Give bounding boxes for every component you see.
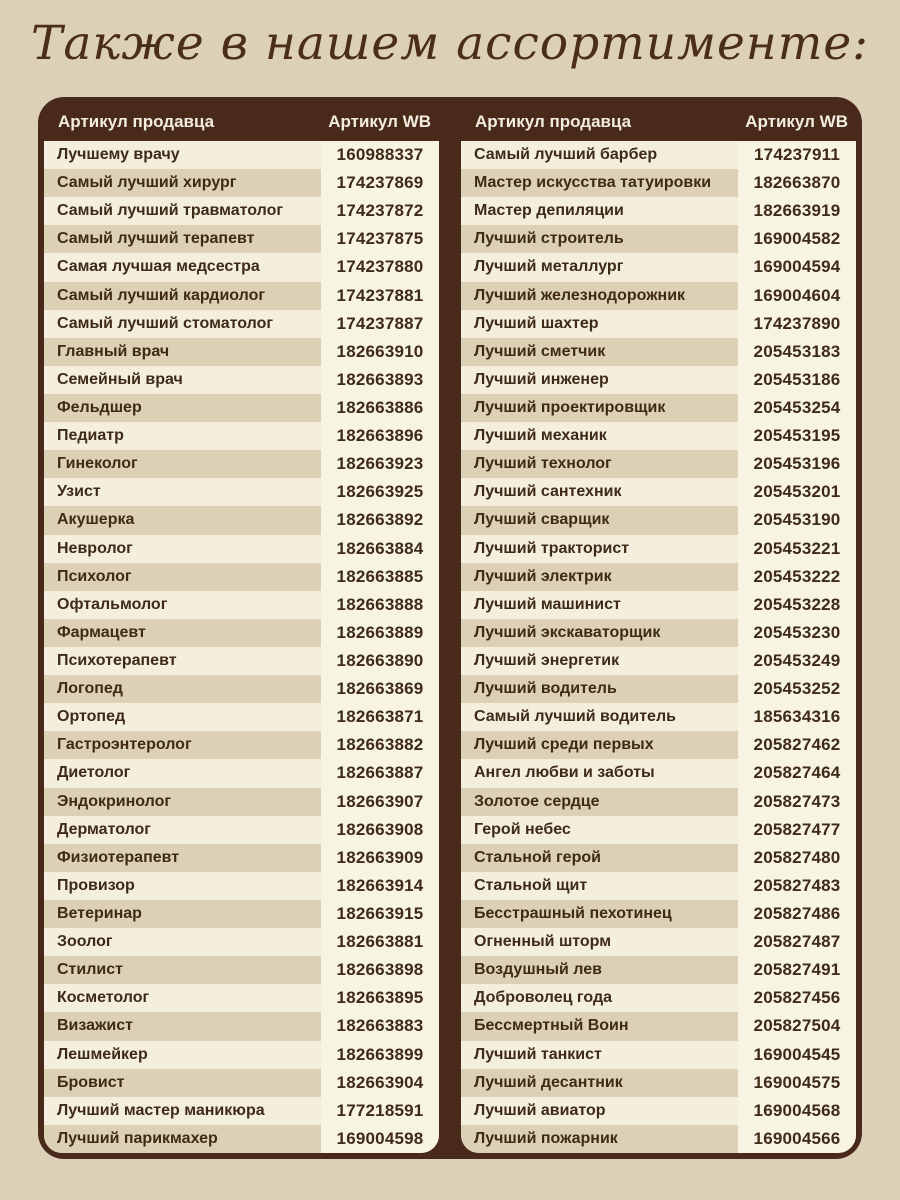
wb-article-cell: 205827486 xyxy=(738,900,856,928)
wb-article-cell: 205827491 xyxy=(738,956,856,984)
table-row xyxy=(461,900,856,928)
seller-article-cell: Лучший тракторист xyxy=(461,535,738,563)
seller-article-cell: Фельдшер xyxy=(44,394,321,422)
table-row xyxy=(461,535,856,563)
wb-article-cell: 174237872 xyxy=(321,197,439,225)
seller-article-cell: Лучший машинист xyxy=(461,591,738,619)
table-row xyxy=(44,844,439,872)
seller-article-cell: Лучший пожарник xyxy=(461,1125,738,1153)
wb-article-cell: 174237869 xyxy=(321,169,439,197)
seller-article-cell: Лучший парикмахер xyxy=(44,1125,321,1153)
page-title: Также в нашем ассортименте: xyxy=(31,16,869,71)
table-row xyxy=(44,338,439,366)
table-row xyxy=(44,253,439,281)
wb-article-cell: 182663892 xyxy=(321,506,439,534)
wb-article-cell: 174237880 xyxy=(321,253,439,281)
seller-article-cell: Мастер искусства татуировки xyxy=(461,169,738,197)
seller-article-cell: Бесстрашный пехотинец xyxy=(461,900,738,928)
seller-article-cell: Гастроэнтеролог xyxy=(44,731,321,759)
wb-article-cell: 205453254 xyxy=(738,394,856,422)
table-row xyxy=(461,1041,856,1069)
table-row xyxy=(44,141,439,169)
wb-article-cell: 182663888 xyxy=(321,591,439,619)
seller-article-cell: Лучший шахтер xyxy=(461,310,738,338)
seller-article-cell: Самый лучший терапевт xyxy=(44,225,321,253)
table-row xyxy=(44,506,439,534)
seller-article-cell: Стальной герой xyxy=(461,844,738,872)
wb-article-cell: 205453186 xyxy=(738,366,856,394)
table-row xyxy=(44,956,439,984)
seller-article-cell: Бессмертный Воин xyxy=(461,1012,738,1040)
wb-article-cell: 205453196 xyxy=(738,450,856,478)
seller-article-cell: Лучший сварщик xyxy=(461,506,738,534)
right-table-body xyxy=(461,141,856,1153)
table-row xyxy=(461,647,856,675)
wb-article-cell: 182663899 xyxy=(321,1041,439,1069)
wb-article-cell: 205453252 xyxy=(738,675,856,703)
wb-article-cell: 169004582 xyxy=(738,225,856,253)
table-row xyxy=(461,675,856,703)
wb-article-cell: 182663869 xyxy=(321,675,439,703)
table-row xyxy=(44,788,439,816)
seller-article-cell: Лучший среди первых xyxy=(461,731,738,759)
table-row xyxy=(461,422,856,450)
wb-article-cell: 205827487 xyxy=(738,928,856,956)
table-row xyxy=(461,844,856,872)
table-row xyxy=(44,928,439,956)
seller-article-cell: Огненный шторм xyxy=(461,928,738,956)
wb-article-cell: 205453249 xyxy=(738,647,856,675)
wb-article-cell: 182663893 xyxy=(321,366,439,394)
seller-article-cell: Ветеринар xyxy=(44,900,321,928)
seller-article-cell: Психолог xyxy=(44,563,321,591)
seller-article-cell: Провизор xyxy=(44,872,321,900)
wb-article-cell: 182663898 xyxy=(321,956,439,984)
wb-article-cell: 205453222 xyxy=(738,563,856,591)
seller-article-cell: Лучший механик xyxy=(461,422,738,450)
table-row xyxy=(461,816,856,844)
wb-article-cell: 182663890 xyxy=(321,647,439,675)
seller-article-cell: Самая лучшая медсестра xyxy=(44,253,321,281)
table-row xyxy=(461,731,856,759)
wb-article-cell: 205827462 xyxy=(738,731,856,759)
seller-article-cell: Семейный врач xyxy=(44,366,321,394)
table-row xyxy=(461,619,856,647)
table-row xyxy=(461,366,856,394)
table-row xyxy=(44,169,439,197)
wb-article-cell: 160988337 xyxy=(321,141,439,169)
wb-article-cell: 169004598 xyxy=(321,1125,439,1153)
table-row xyxy=(44,478,439,506)
wb-article-cell: 182663923 xyxy=(321,450,439,478)
seller-article-cell: Лучший десантник xyxy=(461,1069,738,1097)
table-row xyxy=(44,731,439,759)
wb-article-cell: 182663870 xyxy=(738,169,856,197)
seller-article-cell: Самый лучший водитель xyxy=(461,703,738,731)
seller-article-cell: Лучший мастер маникюра xyxy=(44,1097,321,1125)
seller-article-cell: Физиотерапевт xyxy=(44,844,321,872)
seller-article-cell: Эндокринолог xyxy=(44,788,321,816)
seller-article-cell: Стилист xyxy=(44,956,321,984)
table-row xyxy=(44,535,439,563)
wb-article-cell: 182663907 xyxy=(321,788,439,816)
seller-article-cell: Лучший проектировщик xyxy=(461,394,738,422)
left-table-header-row xyxy=(44,103,439,141)
table-row xyxy=(44,282,439,310)
seller-article-cell: Лучший танкист xyxy=(461,1041,738,1069)
table-row xyxy=(44,394,439,422)
table-row xyxy=(461,788,856,816)
table-row xyxy=(461,141,856,169)
table-row xyxy=(461,338,856,366)
seller-article-cell: Фармацевт xyxy=(44,619,321,647)
wb-article-cell: 174237911 xyxy=(738,141,856,169)
wb-article-cell: 182663883 xyxy=(321,1012,439,1040)
seller-article-cell: Лучший строитель xyxy=(461,225,738,253)
table-row xyxy=(461,1097,856,1125)
table-row xyxy=(461,478,856,506)
wb-article-cell: 174237887 xyxy=(321,310,439,338)
seller-article-cell: Узист xyxy=(44,478,321,506)
seller-article-cell: Лешмейкер xyxy=(44,1041,321,1069)
seller-article-cell: Самый лучший кардиолог xyxy=(44,282,321,310)
seller-article-cell: Главный врач xyxy=(44,338,321,366)
seller-article-cell: Невролог xyxy=(44,535,321,563)
wb-article-cell: 205453201 xyxy=(738,478,856,506)
seller-article-cell: Лучший электрик xyxy=(461,563,738,591)
wb-article-cell: 205827464 xyxy=(738,759,856,787)
table-row xyxy=(44,900,439,928)
wb-article-cell: 177218591 xyxy=(321,1097,439,1125)
table-row xyxy=(44,591,439,619)
table-row xyxy=(44,310,439,338)
seller-article-cell: Лучший авиатор xyxy=(461,1097,738,1125)
seller-article-cell: Ангел любви и заботы xyxy=(461,759,738,787)
table-row xyxy=(461,282,856,310)
column-header-wb-article: Артикул WB xyxy=(745,112,848,131)
wb-article-cell: 182663919 xyxy=(738,197,856,225)
wb-article-cell: 185634316 xyxy=(738,703,856,731)
wb-article-cell: 169004568 xyxy=(738,1097,856,1125)
seller-article-cell: Бровист xyxy=(44,1069,321,1097)
column-header-wb-article: Артикул WB xyxy=(328,112,431,131)
seller-article-cell: Лучший сметчик xyxy=(461,338,738,366)
seller-article-cell: Психотерапевт xyxy=(44,647,321,675)
seller-article-cell: Дерматолог xyxy=(44,816,321,844)
wb-article-cell: 182663886 xyxy=(321,394,439,422)
seller-article-cell: Герой небес xyxy=(461,816,738,844)
wb-article-cell: 182663885 xyxy=(321,563,439,591)
table-row xyxy=(44,675,439,703)
seller-article-cell: Лучший сантехник xyxy=(461,478,738,506)
column-header-seller-article: Артикул продавца xyxy=(475,112,632,131)
wb-article-cell: 182663925 xyxy=(321,478,439,506)
table-row xyxy=(44,225,439,253)
seller-article-cell: Визажист xyxy=(44,1012,321,1040)
seller-article-cell: Офтальмолог xyxy=(44,591,321,619)
wb-article-cell: 205827504 xyxy=(738,1012,856,1040)
wb-article-cell: 182663895 xyxy=(321,984,439,1012)
seller-article-cell: Воздушный лев xyxy=(461,956,738,984)
wb-article-cell: 182663909 xyxy=(321,844,439,872)
wb-article-cell: 169004575 xyxy=(738,1069,856,1097)
wb-article-cell: 182663889 xyxy=(321,619,439,647)
seller-article-cell: Ортопед xyxy=(44,703,321,731)
seller-article-cell: Лучший технолог xyxy=(461,450,738,478)
seller-article-cell: Лучший инженер xyxy=(461,366,738,394)
wb-article-cell: 205827477 xyxy=(738,816,856,844)
wb-article-cell: 174237875 xyxy=(321,225,439,253)
table-row xyxy=(461,169,856,197)
table-row xyxy=(461,225,856,253)
wb-article-cell: 182663887 xyxy=(321,759,439,787)
seller-article-cell: Лучший железнодорожник xyxy=(461,282,738,310)
table-row xyxy=(461,1125,856,1153)
seller-article-cell: Акушерка xyxy=(44,506,321,534)
table-row xyxy=(44,1012,439,1040)
wb-article-cell: 205827456 xyxy=(738,984,856,1012)
wb-article-cell: 182663904 xyxy=(321,1069,439,1097)
table-row xyxy=(44,647,439,675)
wb-article-cell: 169004594 xyxy=(738,253,856,281)
wb-article-cell: 169004566 xyxy=(738,1125,856,1153)
seller-article-cell: Лучший энергетик xyxy=(461,647,738,675)
wb-article-cell: 205453190 xyxy=(738,506,856,534)
wb-article-cell: 182663884 xyxy=(321,535,439,563)
wb-article-cell: 182663882 xyxy=(321,731,439,759)
table-row xyxy=(461,197,856,225)
table-row xyxy=(461,984,856,1012)
wb-article-cell: 205827480 xyxy=(738,844,856,872)
assortment-table-container xyxy=(38,97,862,1159)
table-row xyxy=(461,253,856,281)
table-row xyxy=(44,816,439,844)
table-row xyxy=(461,506,856,534)
wb-article-cell: 182663871 xyxy=(321,703,439,731)
seller-article-cell: Педиатр xyxy=(44,422,321,450)
table-row xyxy=(461,591,856,619)
seller-article-cell: Стальной щит xyxy=(461,872,738,900)
table-row xyxy=(44,1097,439,1125)
wb-article-cell: 205453183 xyxy=(738,338,856,366)
table-row xyxy=(461,872,856,900)
seller-article-cell: Логопед xyxy=(44,675,321,703)
wb-article-cell: 169004604 xyxy=(738,282,856,310)
wb-article-cell: 182663896 xyxy=(321,422,439,450)
seller-article-cell: Мастер депиляции xyxy=(461,197,738,225)
seller-article-cell: Лучшему врачу xyxy=(44,141,321,169)
table-row xyxy=(44,563,439,591)
table-row xyxy=(461,703,856,731)
table-row xyxy=(44,197,439,225)
table-row xyxy=(461,563,856,591)
table-row xyxy=(461,1069,856,1097)
seller-article-cell: Косметолог xyxy=(44,984,321,1012)
right-table xyxy=(461,103,856,1153)
column-header-seller-article: Артикул продавца xyxy=(58,112,215,131)
table-row xyxy=(461,1012,856,1040)
wb-article-cell: 205453221 xyxy=(738,535,856,563)
wb-article-cell: 205827473 xyxy=(738,788,856,816)
table-row xyxy=(44,450,439,478)
table-row xyxy=(44,872,439,900)
table-row xyxy=(461,956,856,984)
wb-article-cell: 205453228 xyxy=(738,591,856,619)
seller-article-cell: Лучший металлург xyxy=(461,253,738,281)
table-row xyxy=(44,984,439,1012)
table-row xyxy=(461,394,856,422)
wb-article-cell: 174237881 xyxy=(321,282,439,310)
wb-article-cell: 205453230 xyxy=(738,619,856,647)
table-row xyxy=(44,759,439,787)
seller-article-cell: Самый лучший травматолог xyxy=(44,197,321,225)
left-table xyxy=(44,103,439,1153)
table-row xyxy=(44,1125,439,1153)
table-row xyxy=(461,928,856,956)
seller-article-cell: Лучший водитель xyxy=(461,675,738,703)
table-row xyxy=(44,422,439,450)
wb-article-cell: 182663908 xyxy=(321,816,439,844)
table-row xyxy=(461,759,856,787)
table-row xyxy=(461,310,856,338)
seller-article-cell: Зоолог xyxy=(44,928,321,956)
table-row xyxy=(44,366,439,394)
table-row xyxy=(44,619,439,647)
wb-article-cell: 182663915 xyxy=(321,900,439,928)
seller-article-cell: Гинеколог xyxy=(44,450,321,478)
wb-article-cell: 182663910 xyxy=(321,338,439,366)
right-table-header-row xyxy=(461,103,856,141)
seller-article-cell: Золотое сердце xyxy=(461,788,738,816)
left-table-body xyxy=(44,141,439,1153)
wb-article-cell: 169004545 xyxy=(738,1041,856,1069)
wb-article-cell: 182663881 xyxy=(321,928,439,956)
wb-article-cell: 205453195 xyxy=(738,422,856,450)
table-row xyxy=(44,1069,439,1097)
wb-article-cell: 174237890 xyxy=(738,310,856,338)
table-row xyxy=(44,703,439,731)
seller-article-cell: Самый лучший стоматолог xyxy=(44,310,321,338)
seller-article-cell: Самый лучший хирург xyxy=(44,169,321,197)
table-row xyxy=(44,1041,439,1069)
seller-article-cell: Доброволец года xyxy=(461,984,738,1012)
table-row xyxy=(461,450,856,478)
seller-article-cell: Лучший экскаваторщик xyxy=(461,619,738,647)
wb-article-cell: 205827483 xyxy=(738,872,856,900)
seller-article-cell: Самый лучший барбер xyxy=(461,141,738,169)
seller-article-cell: Диетолог xyxy=(44,759,321,787)
wb-article-cell: 182663914 xyxy=(321,872,439,900)
